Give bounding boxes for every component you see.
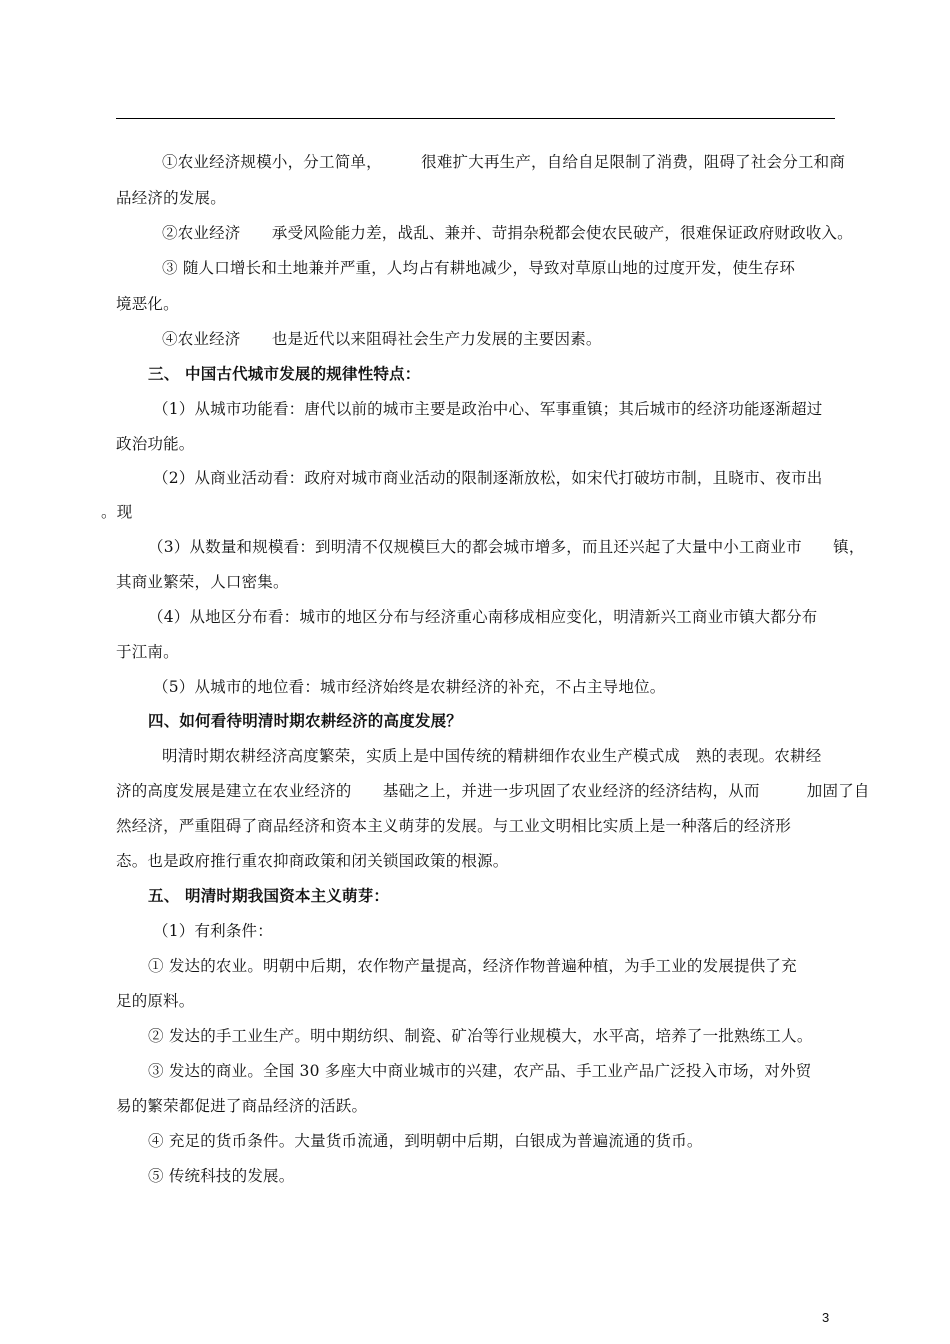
paragraph-line: ②农业经济 承受风险能力差，战乱、兼并、苛捐杂税都会使农民破产，很难保证政府财政收入。 (162, 224, 853, 242)
section-heading: 五、 明清时期我国资本主义萌芽： (148, 886, 390, 905)
paragraph-line: （3）从数量和规模看：到明清不仅规模巨大的都会城市增多，而且还兴起了大量中小工商业市 镇， (148, 538, 865, 556)
paragraph-line: 然经济，严重阻碍了商品经济和资本主义萌芽的发展。与工业文明相比实质上是一种落后的经济形 (116, 817, 792, 835)
paragraph-line: （2）从商业活动看：政府对城市商业活动的限制逐渐放松，如宋代打破坊市制，且晓市、夜市出 (153, 469, 823, 487)
paragraph-line: （1）有利条件： (153, 922, 273, 940)
paragraph-line: 政治功能。 (116, 435, 195, 453)
section-heading: 三、 中国古代城市发展的规律性特点： (148, 364, 421, 383)
paragraph-line: （4）从地区分布看：城市的地区分布与经济重心南移成相应变化，明清新兴工商业市镇大都分布 (148, 608, 818, 626)
paragraph-line: ⑤ 传统科技的发展。 (148, 1167, 295, 1185)
paragraph-line: ④农业经济 也是近代以来阻碍社会生产力发展的主要因素。 (162, 330, 602, 348)
paragraph-line: 足的原料。 (116, 992, 195, 1010)
paragraph-line: 境恶化。 (116, 295, 179, 313)
paragraph-line: 易的繁荣都促进了商品经济的活跃。 (116, 1097, 368, 1115)
paragraph-line: 明清时期农耕经济高度繁荣，实质上是中国传统的精耕细作农业生产模式成 熟的表现。农耕经 (162, 747, 822, 765)
paragraph-line: ① 发达的农业。明朝中后期，农作物产量提高，经济作物普遍种植，为手工业的发展提供了充 (148, 957, 797, 975)
section-heading: 四、如何看待明清时期农耕经济的高度发展？ (148, 711, 463, 730)
paragraph-line: ④ 充足的货币条件。大量货币流通，到明朝中后期，白银成为普遍流通的货币。 (148, 1132, 703, 1150)
paragraph-line: 于江南。 (116, 643, 179, 661)
header-rule (116, 118, 835, 119)
paragraph-line: ①农业经济规模小，分工简单， 很难扩大再生产，自给自足限制了消费，阻碍了社会分工和商 (162, 153, 846, 171)
paragraph-line: ② 发达的手工业生产。明中期纺织、制瓷、矿冶等行业规模大，水平高，培养了一批熟练工人。 (148, 1027, 813, 1045)
paragraph-line: 。现 (101, 503, 133, 521)
paragraph-line: 态。也是政府推行重农抑商政策和闭关锁国政策的根源。 (116, 852, 509, 870)
page-number: 3 (822, 1310, 830, 1325)
paragraph-line: ③ 发达的商业。全国 30 多座大中商业城市的兴建，农产品、手工业产品广泛投入市场，对外贸 (148, 1062, 812, 1080)
paragraph-line: （5）从城市的地位看：城市经济始终是农耕经济的补充，不占主导地位。 (153, 678, 666, 696)
paragraph-line: （1）从城市功能看：唐代以前的城市主要是政治中心、军事重镇；其后城市的经济功能逐渐超过 (153, 400, 823, 418)
paragraph-line: ③ 随人口增长和土地兼并严重，人均占有耕地减少，导致对草原山地的过度开发，使生存环 (162, 259, 796, 277)
paragraph-line: 济的高度发展是建立在农业经济的 基础之上，并进一步巩固了农业经济的经济结构，从而 加固了自 (116, 782, 870, 800)
paragraph-line: 品经济的发展。 (116, 189, 226, 207)
paragraph-line: 其商业繁荣，人口密集。 (116, 573, 289, 591)
